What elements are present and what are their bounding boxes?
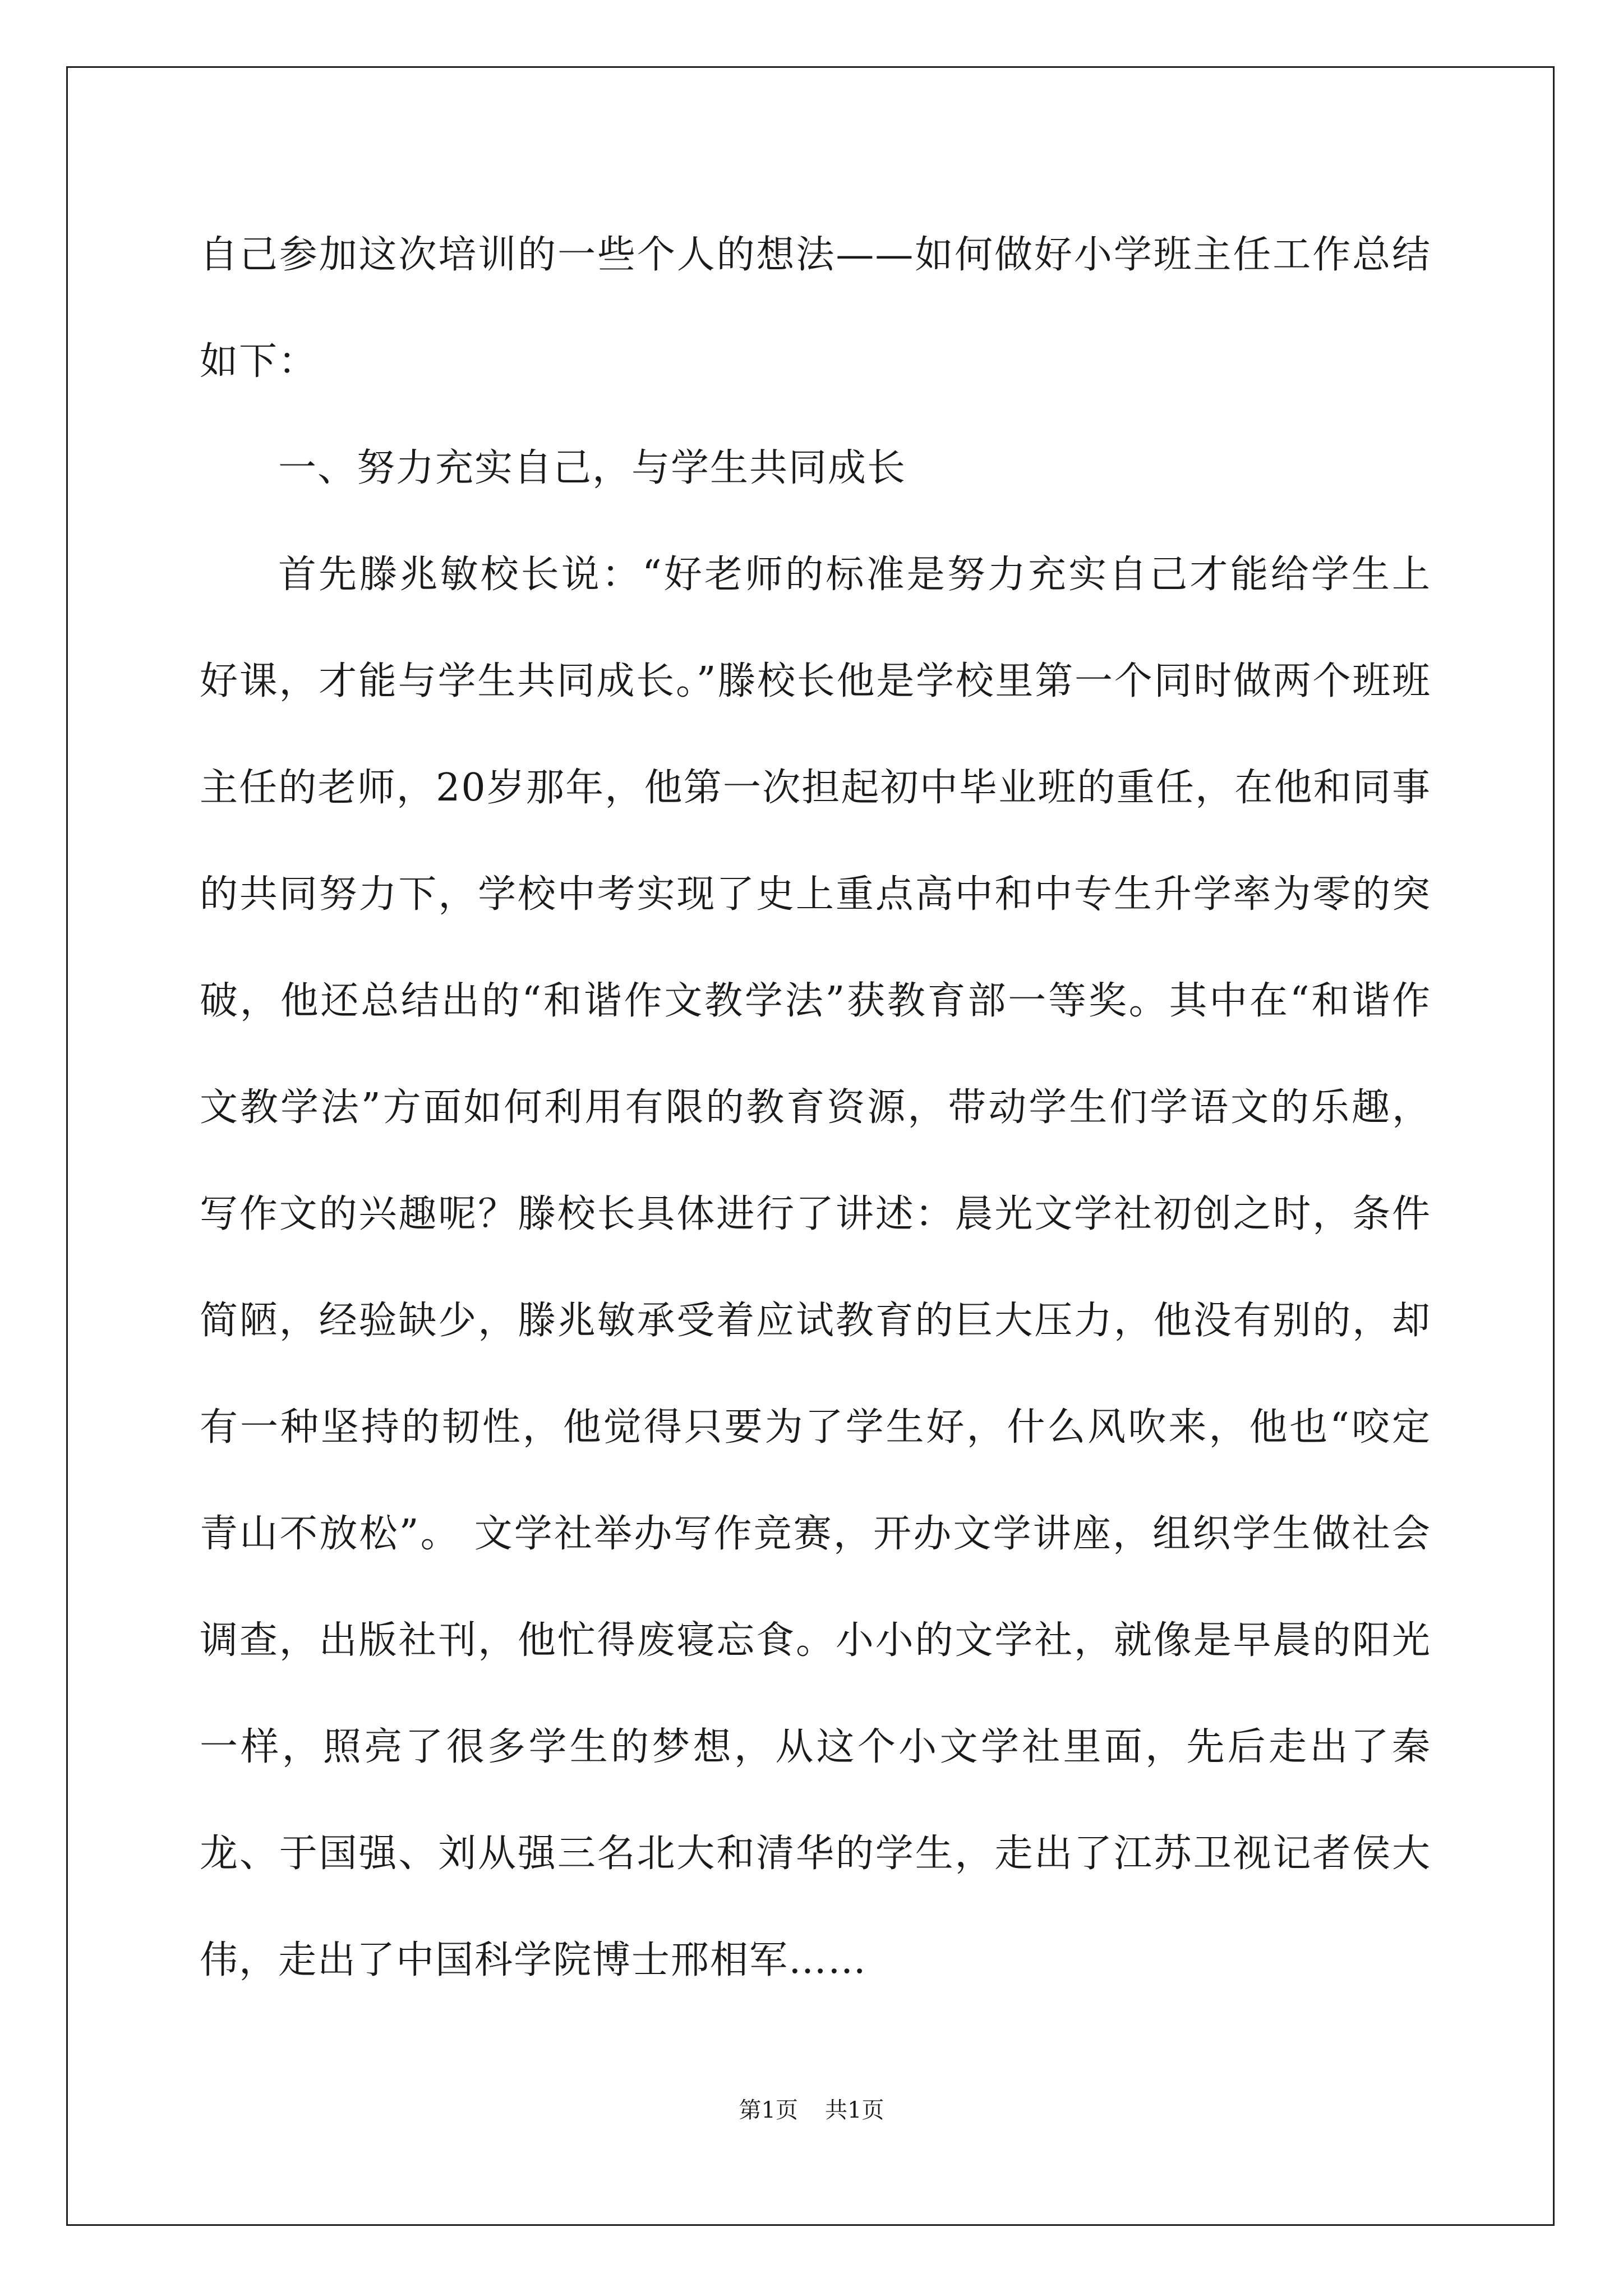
paragraph-body: 首先滕兆敏校长说：“好老师的标准是努力充实自己才能给学生上好课，才能与学生共同成长。”滕校长他是学校里第一个同时做两个班班主任的老师，20岁那年，他第一次担起初中毕业班的重任，在他和同事的共同努力下，学校中考实现了史上重点高中和中专生升学率为零的突破，他还总结出的“和谐作文教学法”获教育部一等奖。其中在“和谐作文教学法”方面如何利用有限的教育资源，带动学生们学语文的乐趣，写作文的兴趣呢？滕校长具体进行了讲述：晨光文学社初创之时，条件简陋，经验缺少，滕兆敏承受着应试教育的巨大压力，他没有别的，却有一种坚持的韧性，他觉得只要为了学生好，什么风吹来，他也“咬定青山不放松”。 文学社举办写作竞赛，开办文学讲座，组织学生做社会调查，出版社刊，他忙得废寝忘食。小小的文学社，就像是早晨的阳光一样，照亮了很多学生的梦想，从这个小文学社里面，先后走出了秦龙、于国强、刘从强三名北大和清华的学生，走出了江苏卫视记者侯大伟，走出了中国科学院博士邢相军……	[200, 553, 1431, 1982]
page-number-current: 第1页	[739, 2097, 798, 2123]
section-heading: 一、努力充实自己，与学生共同成长	[278, 446, 907, 490]
page-number-total: 共1页	[825, 2097, 884, 2123]
page-footer	[0, 2092, 1623, 2124]
document-body	[200, 202, 1431, 2014]
paragraph-intro: 自己参加这次培训的一些个人的想法——如何做好小学班主任工作总结如下：	[200, 233, 1431, 384]
